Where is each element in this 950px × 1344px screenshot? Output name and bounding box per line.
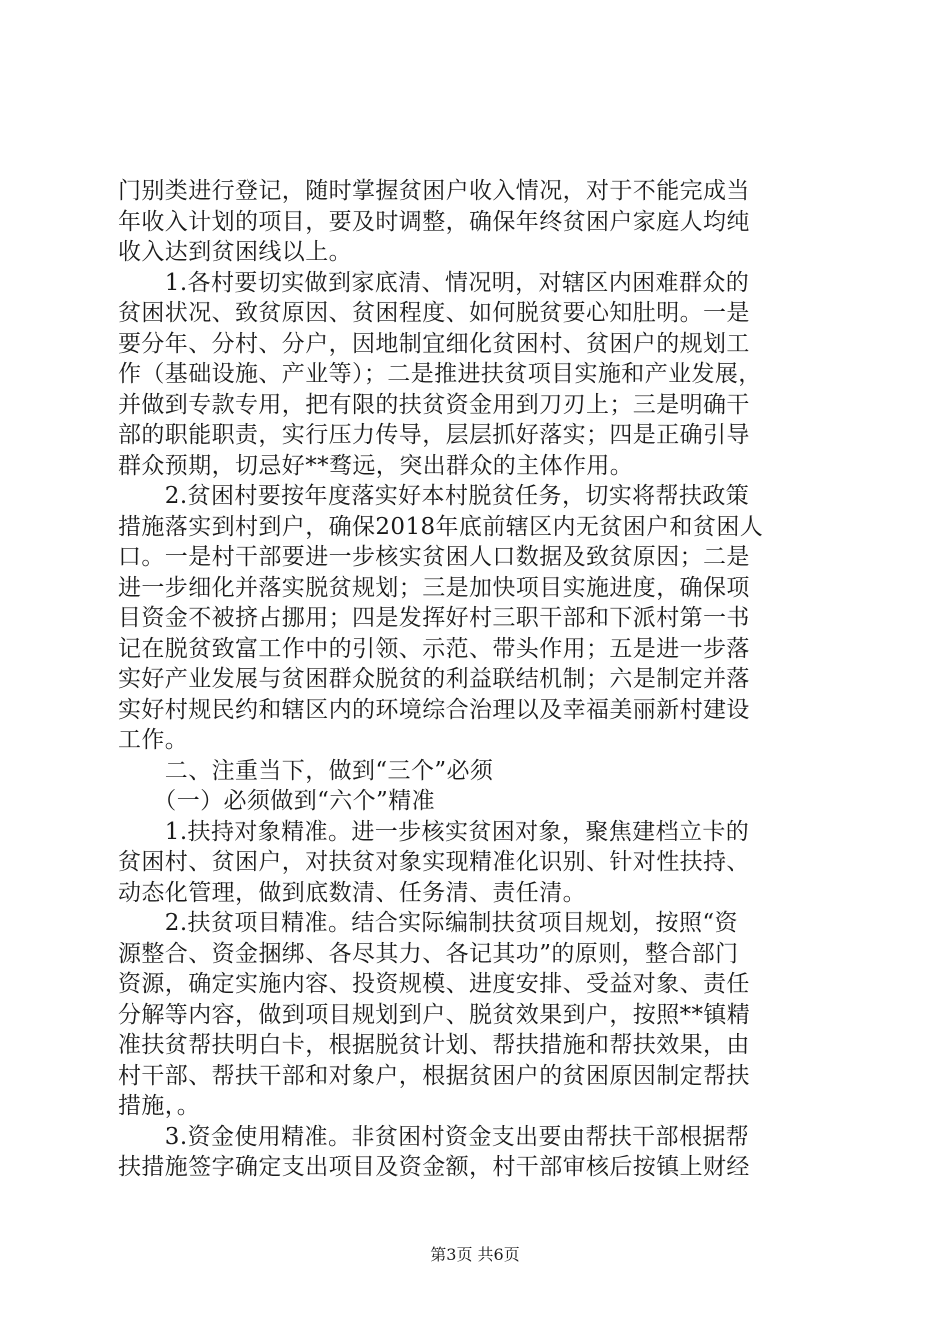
text-line: 年收入计划的项目，要及时调整，确保年终贫困户家庭人均纯 xyxy=(118,208,750,235)
section-heading: 二、注重当下，做到“三个”必须 xyxy=(118,757,494,784)
document-body xyxy=(118,176,838,1183)
text-line: 部的职能职责，实行压力传导，层层抓好落实；四是正确引导 xyxy=(118,422,750,448)
text-line: 贫困村、贫困户，对扶贫对象实现精准化识别、针对性扶持、 xyxy=(118,849,750,875)
text-line: 1.各村要切实做到家底清、情况明，对辖区内困难群众的 xyxy=(118,269,750,296)
text-line: 措施，。 xyxy=(118,1093,201,1119)
text-line: 口。一是村干部要进一步核实贫困人口数据及致贫原因；二是 xyxy=(118,544,750,570)
text-line: 门别类进行登记，随时掌握贫困户收入情况，对于不能完成当 xyxy=(118,178,750,204)
text-line: 并做到专款专用，把有限的扶贫资金用到刀刃上；三是明确干 xyxy=(118,391,750,418)
text-line: 目资金不被挤占挪用；四是发挥好村三职干部和下派村第一书 xyxy=(118,605,750,631)
text-line: 扶措施签字确定支出项目及资金额，村干部审核后按镇上财经 xyxy=(118,1154,750,1180)
text-line: 资源，确定实施内容、投资规模、进度安排、受益对象、责任 xyxy=(118,971,750,997)
text-line: 措施落实到村到户，确保2018年底前辖区内无贫困户和贫困人 xyxy=(118,513,764,540)
text-line: 群众预期，切忌好**骛远，突出群众的主体作用。 xyxy=(118,452,634,479)
subsection-heading: （一）必须做到“六个”精准 xyxy=(118,788,436,814)
text-line: 2.扶贫项目精准。结合实际编制扶贫项目规划，按照“资 xyxy=(118,910,738,936)
text-line: 3.资金使用精准。非贫困村资金支出要由帮扶干部根据帮 xyxy=(118,1123,750,1150)
text-line: 动态化管理，做到底数清、任务清、责任清。 xyxy=(118,879,586,906)
text-line: 收入达到贫困线以上。 xyxy=(118,239,352,265)
text-line: 1.扶持对象精准。进一步核实贫困对象，聚焦建档立卡的 xyxy=(118,818,750,845)
text-line: 作（基础设施、产业等）；二是推进扶贫项目实施和产业发展， xyxy=(118,361,762,387)
text-line: 进一步细化并落实脱贫规划；三是加快项目实施进度，确保项 xyxy=(118,574,750,601)
text-line: 实好产业发展与贫困群众脱贫的利益联结机制；六是制定并落 xyxy=(118,666,750,692)
text-line: 实好村规民约和辖区内的环境综合治理以及幸福美丽新村建设 xyxy=(118,696,750,723)
page-number-footer: 第3页 共6页 xyxy=(430,1245,520,1264)
text-line: 准扶贫帮扶明白卡，根据脱贫计划、帮扶措施和帮扶效果，由 xyxy=(118,1032,750,1058)
text-line: 源整合、资金捆绑、各尽其力、各记其功”的原则，整合部门 xyxy=(118,940,739,967)
text-line: 要分年、分村、分户，因地制宜细化贫困村、贫困户的规划工 xyxy=(118,330,750,357)
text-line: 贫困状况、致贫原因、贫困程度、如何脱贫要心知肚明。一是 xyxy=(118,300,750,326)
text-line: 分解等内容，做到项目规划到户、脱贫效果到户，按照**镇精 xyxy=(118,1001,751,1028)
text-line: 2.贫困村要按年度落实好本村脱贫任务，切实将帮扶政策 xyxy=(118,483,750,509)
text-line: 村干部、帮扶干部和对象户，根据贫困户的贫困原因制定帮扶 xyxy=(118,1062,750,1089)
text-line: 工作。 xyxy=(118,727,189,753)
text-line: 记在脱贫致富工作中的引领、示范、带头作用；五是进一步落 xyxy=(118,635,750,662)
